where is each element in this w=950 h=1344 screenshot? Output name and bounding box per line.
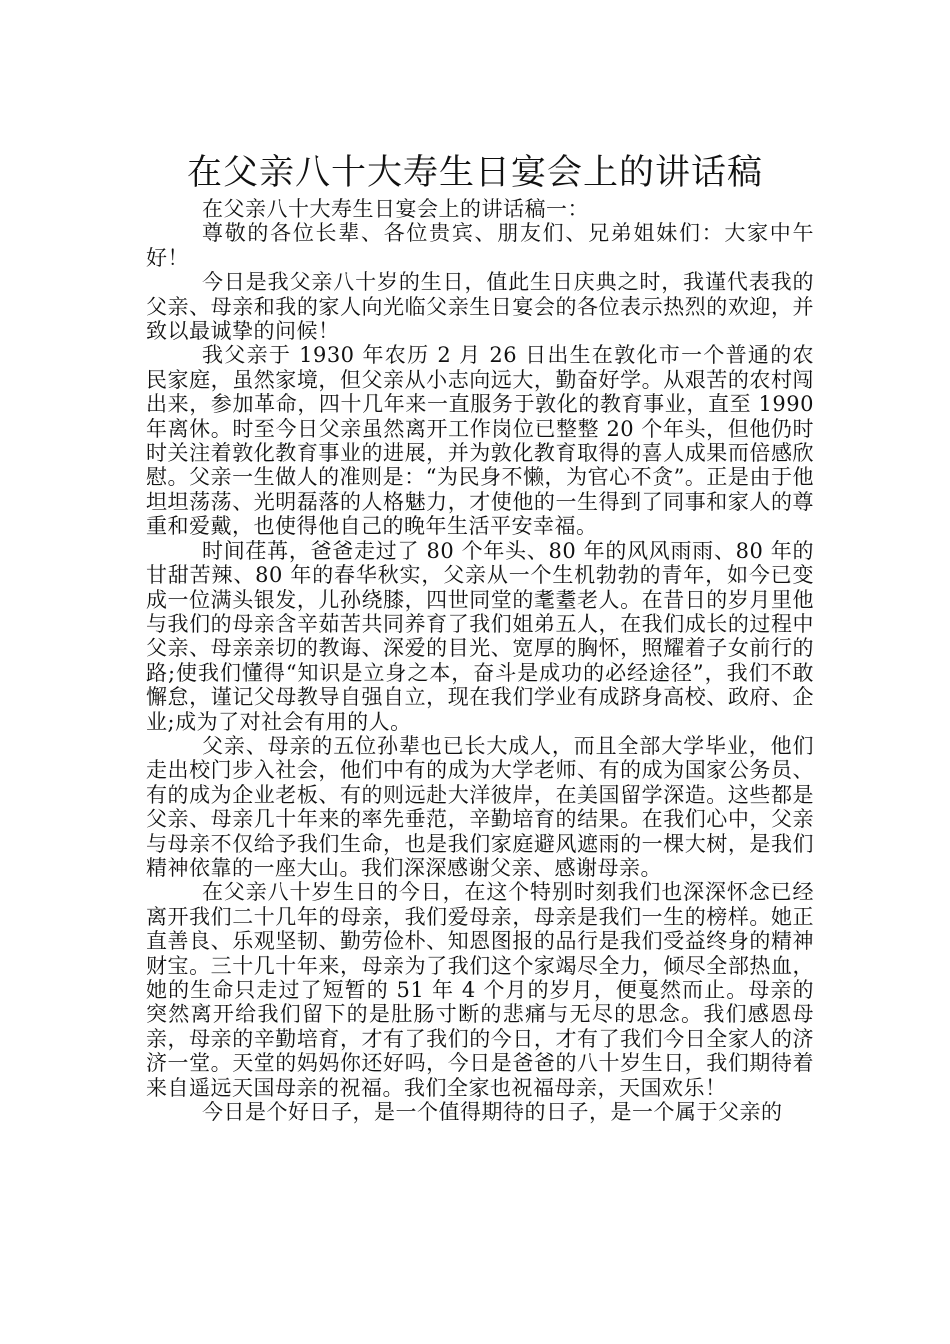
document-body (146, 197, 814, 1124)
paragraph-remembering-mother: 在父亲八十岁生日的今日，在这个特别时刻我们也深深怀念已经离开我们二十几年的母亲，我们爱母亲，母亲是我们一生的榜样。她正直善良、乐观坚韧、勤劳俭朴、知恩图报的品行是我们受益终身的精神财宝。三十几十年来，母亲为了我们这个家竭尽全力，倾尽全部热血，她的生命只走过了短暂的 51 年 4 个月的岁月，便戛然而止。母亲的突然离开给我们留下的是肚肠寸断的悲痛与无尽的思念。我们感恩母亲，母亲的辛勤培育，才有了我们的今日，才有了我们今日全家人的济济一堂。天堂的妈妈你还好吗，今日是爸爸的八十岁生日，我们期待着来自遥远天国母亲的祝福。我们全家也祝福母亲，天国欢乐！ (146, 880, 814, 1100)
paragraph-eighty-years: 时间荏苒，爸爸走过了 80 个年头、80 年的风风雨雨、80 年的甘甜苦辣、80 年的春华秋实，父亲从一个生机勃勃的青年，如今已变成一位满头银发，儿孙绕膝，四世同堂的耄耋老人。在昔日的岁月里他与我们的母亲含辛茹苦共同养育了我们姐弟五人，在我们成长的过程中父亲、母亲亲切的教诲、深爱的目光、宽厚的胸怀，照耀着子女前行的路;使我们懂得“知识是立身之本，奋斗是成功的必经途径”，我们不敢懈怠，谨记父母教导自强自立，现在我们学业有成跻身高校、政府、企业;成为了对社会有用的人。 (146, 538, 814, 734)
paragraph-welcome: 今日是我父亲八十岁的生日，值此生日庆典之时，我谨代表我的父亲、母亲和我的家人向光临父亲生日宴会的各位表示热烈的欢迎，并致以最诚挚的问候！ (146, 270, 814, 344)
paragraph-heading: 在父亲八十大寿生日宴会上的讲话稿一： (202, 197, 589, 221)
paragraph-closing-fragment: 今日是个好日子，是一个值得期待的日子，是一个属于父亲的 (202, 1100, 783, 1125)
paragraph-greeting: 尊敬的各位长辈、各位贵宾、朋友们、兄弟姐妹们：大家中午好！ (146, 221, 814, 270)
paragraph-grandchildren: 父亲、母亲的五位孙辈也已长大成人，而且全部大学毕业，他们走出校门步入社会，他们中有的成为大学老师、有的成为国家公务员、有的成为企业老板、有的则远赴大洋彼岸，在美国留学深造。这些都是父亲、母亲几十年来的率先垂范，辛勤培育的结果。在我们心中，父亲与母亲不仅给予我们生命，也是我们家庭避风遮雨的一棵大树，是我们精神依靠的一座大山。我们深深感谢父亲、感谢母亲。 (146, 733, 814, 880)
document-title: 在父亲八十大寿生日宴会上的讲话稿 (186, 153, 763, 194)
paragraph-father-biography: 我父亲于 1930 年农历 2 月 26 日出生在敦化市一个普通的农民家庭，虽然家境，但父亲从小志向远大，勤奋好学。从艰苦的农村闯出来，参加革命，四十几年来一直服务于敦化的教育事业，直至 1990 年离休。时至今日父亲虽然离开工作岗位已整整 20 个年头，但他仍时时关注着敦化教育事业的进展，并为敦化教育取得的喜人成果而倍感欣慰。父亲一生做人的准则是：“为民身不懒，为官心不贪”。正是由于他坦坦荡荡、光明磊落的人格魅力，才使他的一生得到了同事和家人的尊重和爱戴，也使得他自己的晚年生活平安幸福。 (146, 343, 814, 539)
